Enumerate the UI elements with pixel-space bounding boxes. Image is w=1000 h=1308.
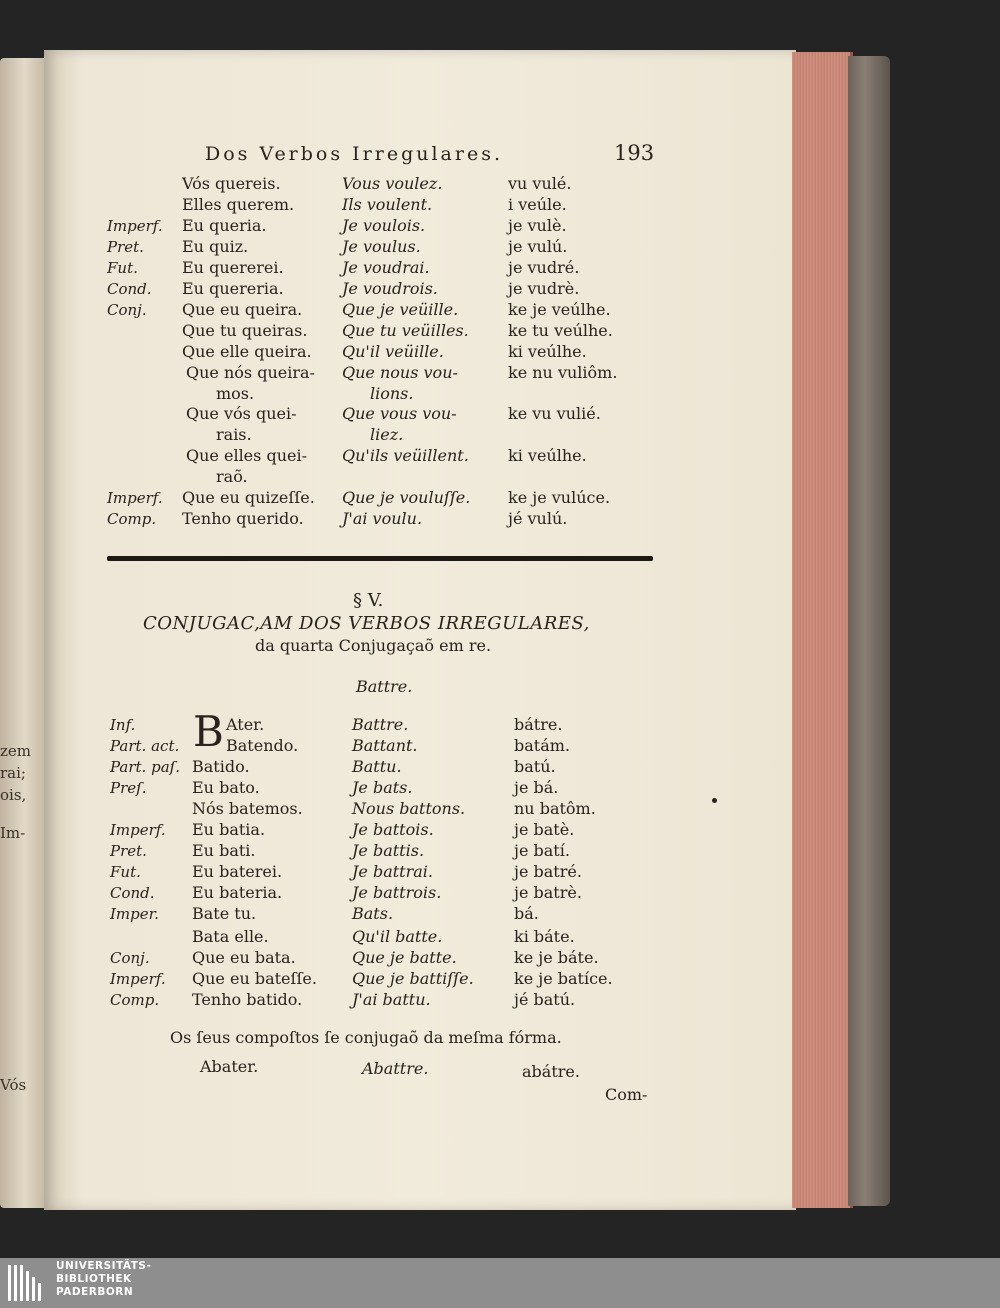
pronunciation: je batré.: [514, 862, 582, 881]
row-label: Conj.: [110, 949, 150, 967]
left-page-fragment: ois,: [0, 786, 27, 804]
section-title: CONJUGAC,AM DOS VERBOS IRREGULARES,: [143, 613, 590, 634]
portuguese-form: Que vós quei-: [186, 404, 297, 423]
portuguese-form: Elles querem.: [182, 195, 295, 214]
pronunciation: batám.: [514, 736, 571, 755]
library-name-line: BIBLIOTHEK: [56, 1273, 132, 1285]
french-form: Battant.: [352, 736, 418, 755]
french-form: Je battrois.: [352, 883, 442, 902]
portuguese-form: Bata elle.: [192, 927, 269, 946]
left-page-fragment: zem: [0, 742, 32, 760]
french-form: J'ai battu.: [352, 990, 431, 1009]
row-label: Pret.: [107, 238, 144, 256]
portuguese-form: Que elles quei-: [186, 446, 307, 465]
row-label: Conj.: [107, 301, 147, 319]
pronunciation: ke je báte.: [514, 948, 599, 967]
pronunciation: vu vulé.: [508, 174, 572, 193]
pronunciation: je vulú.: [508, 237, 568, 256]
french-form: Je voulus.: [342, 237, 421, 256]
portuguese-form: Ater.: [226, 715, 265, 734]
portuguese-form: raõ.: [216, 467, 248, 486]
portuguese-form: Que eu bata.: [192, 948, 296, 967]
row-label: Cond.: [110, 884, 155, 902]
final-row-pronunciation: abátre.: [522, 1062, 580, 1081]
row-label: Cond.: [107, 280, 152, 298]
row-label: Fut.: [110, 863, 141, 881]
french-form: Bats.: [352, 904, 394, 923]
left-page-fragment: Im-: [0, 824, 26, 842]
pronunciation: ki báte.: [514, 927, 575, 946]
portuguese-form: Eu queria.: [182, 216, 267, 235]
pronunciation: ki veúlhe.: [508, 446, 587, 465]
pronunciation: ke nu vuliôm.: [508, 363, 618, 382]
french-form: J'ai voulu.: [342, 509, 423, 528]
pronunciation: je vulè.: [508, 216, 567, 235]
row-label: Imperf.: [110, 821, 166, 839]
portuguese-form: Que elle queira.: [182, 342, 312, 361]
french-form: lions.: [370, 384, 414, 403]
row-label: Preſ.: [110, 779, 147, 797]
catchword: Com-: [605, 1085, 648, 1104]
row-label: Comp.: [110, 991, 160, 1009]
pronunciation: bátre.: [514, 715, 563, 734]
pronunciation: jé batú.: [514, 990, 576, 1009]
portuguese-form: rais.: [216, 425, 252, 444]
row-label: Comp.: [107, 510, 157, 528]
french-form: Nous battons.: [352, 799, 466, 818]
section-number: § V.: [353, 590, 384, 611]
pronunciation: ke vu vulié.: [508, 404, 601, 423]
portuguese-form: Que eu bateſſe.: [192, 969, 317, 988]
pronunciation: batú.: [514, 757, 556, 776]
row-label: Part. paſ.: [110, 758, 180, 776]
french-form: liez.: [370, 425, 404, 444]
section-subtitle: da quarta Conjugaçaõ em re.: [255, 636, 492, 655]
final-row-portuguese: Abater.: [200, 1057, 259, 1076]
french-form: Qu'ils veüillent.: [342, 446, 469, 465]
french-form: Je voudrois.: [342, 279, 438, 298]
portuguese-form: Que nós queira-: [186, 363, 315, 382]
french-form: Que vous vou-: [342, 404, 457, 423]
french-form: Qu'il veüille.: [342, 342, 444, 361]
running-head: Dos Verbos Irregulares.: [205, 143, 503, 165]
french-form: Que tu veüilles.: [342, 321, 469, 340]
book-cover-edge: [848, 56, 890, 1206]
previous-page-edge: [0, 58, 44, 1208]
french-form: Que je vouluſſe.: [342, 488, 471, 507]
portuguese-form: Bate tu.: [192, 904, 257, 923]
french-form: Je bats.: [352, 778, 413, 797]
french-form: Je voudrai.: [342, 258, 430, 277]
library-name: [56, 1260, 151, 1299]
portuguese-form: Vós quereis.: [182, 174, 281, 193]
compounds-note: Os ſeus compoſtos ſe conjugaõ da meſma fórma.: [170, 1028, 562, 1047]
pronunciation: bá.: [514, 904, 539, 923]
pronunciation: ki veúlhe.: [508, 342, 587, 361]
pronunciation: je batí.: [514, 841, 570, 860]
pronunciation: je batè.: [514, 820, 575, 839]
french-form: Je battis.: [352, 841, 425, 860]
final-row-french: Abattre.: [362, 1059, 429, 1078]
french-form: Que je batte.: [352, 948, 457, 967]
portuguese-form: Tenho querido.: [182, 509, 304, 528]
row-label: Imperf.: [110, 970, 166, 988]
portuguese-form: mos.: [216, 384, 255, 403]
portuguese-form: Que tu queiras.: [182, 321, 308, 340]
verb-heading: Battre.: [356, 677, 413, 696]
portuguese-form: Batido.: [192, 757, 250, 776]
pronunciation: nu batôm.: [514, 799, 596, 818]
library-name-line: UNIVERSITÄTS-: [56, 1260, 152, 1272]
pronunciation: je batrè.: [514, 883, 582, 902]
pronunciation: i veúle.: [508, 195, 567, 214]
row-label: Imper.: [110, 905, 159, 923]
portuguese-form: Eu quereria.: [182, 279, 284, 298]
pronunciation: ke je veúlhe.: [508, 300, 611, 319]
portuguese-form: Eu bateria.: [192, 883, 283, 902]
page-block-edge: [792, 52, 853, 1208]
portuguese-form: Eu bati.: [192, 841, 256, 860]
row-label: Part. act.: [110, 737, 180, 755]
portuguese-form: Batendo.: [226, 736, 299, 755]
library-name-line: PADERBORN: [56, 1286, 134, 1298]
portuguese-form: Tenho batido.: [192, 990, 303, 1009]
french-form: Que je veüille.: [342, 300, 459, 319]
pronunciation: jé vulú.: [508, 509, 568, 528]
portuguese-form: Eu batia.: [192, 820, 266, 839]
portuguese-form: Eu baterei.: [192, 862, 283, 881]
drop-capital: B: [193, 707, 224, 756]
portuguese-form: Eu quererei.: [182, 258, 284, 277]
portuguese-form: Que eu quizeſſe.: [182, 488, 315, 507]
french-form: Je battois.: [352, 820, 434, 839]
portuguese-form: Nós batemos.: [192, 799, 303, 818]
portuguese-form: Que eu queira.: [182, 300, 303, 319]
pronunciation: je bá.: [514, 778, 559, 797]
pronunciation: ke je vulúce.: [508, 488, 611, 507]
pronunciation: je vudré.: [508, 258, 580, 277]
french-form: Vous voulez.: [342, 174, 443, 193]
row-label: Imperf.: [107, 217, 163, 235]
french-form: Battre.: [352, 715, 409, 734]
page-number: 193: [614, 141, 655, 165]
french-form: Battu.: [352, 757, 402, 776]
portuguese-form: Eu bato.: [192, 778, 260, 797]
row-label: Fut.: [107, 259, 138, 277]
row-label: Inf.: [110, 716, 136, 734]
portuguese-form: Eu quiz.: [182, 237, 249, 256]
library-logo-icon: [6, 1261, 48, 1305]
left-page-fragment: rai;: [0, 764, 26, 782]
french-form: Que nous vou-: [342, 363, 458, 382]
french-form: Qu'il batte.: [352, 927, 443, 946]
left-page-fragment: Vós: [0, 1076, 27, 1094]
french-form: Ils voulent.: [342, 195, 433, 214]
pronunciation: je vudrè.: [508, 279, 580, 298]
section-divider-rule: [107, 556, 653, 561]
pronunciation: ke tu veúlhe.: [508, 321, 613, 340]
ink-spot: [712, 798, 717, 803]
french-form: Je battrai.: [352, 862, 433, 881]
library-footer: [0, 1258, 1000, 1308]
french-form: Que je battiſſe.: [352, 969, 474, 988]
french-form: Je voulois.: [342, 216, 426, 235]
row-label: Pret.: [110, 842, 147, 860]
row-label: Imperf.: [107, 489, 163, 507]
pronunciation: ke je batíce.: [514, 969, 613, 988]
